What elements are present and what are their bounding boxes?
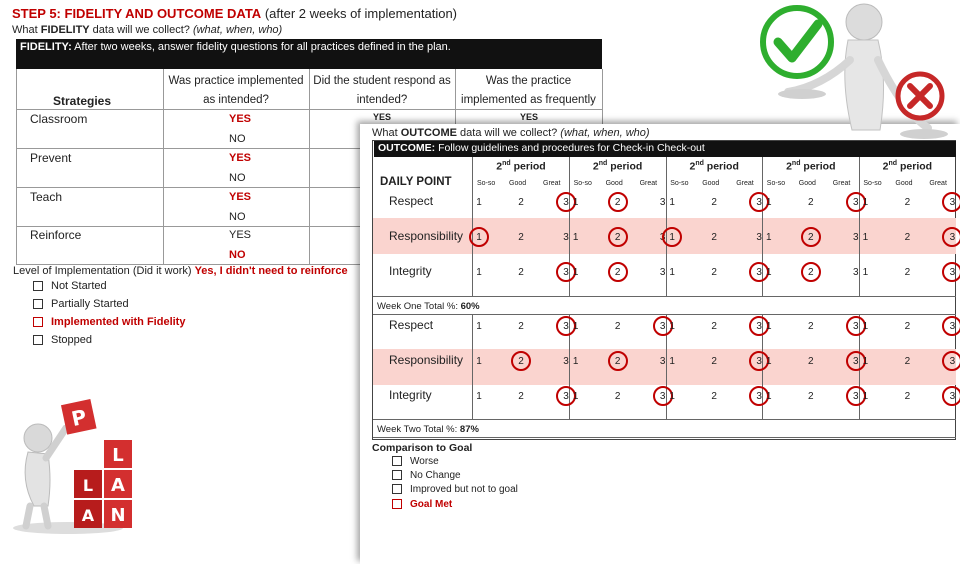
score-3[interactable]: 3 xyxy=(949,356,956,367)
score-3[interactable]: 3 xyxy=(756,267,762,278)
option-label: Partially Started xyxy=(51,298,129,310)
score-3[interactable]: 3 xyxy=(756,232,762,243)
scale-label-so-so: So-so xyxy=(670,180,689,187)
scale-label-great: Great xyxy=(832,180,851,187)
score-3[interactable]: 3 xyxy=(756,197,762,208)
row-label-responsibility: Responsibility xyxy=(389,353,464,367)
period-sup: nd xyxy=(695,160,704,167)
circled-score-mark xyxy=(608,227,628,247)
score-2[interactable]: 2 xyxy=(518,267,524,278)
circled-score-mark xyxy=(942,316,960,336)
score-1[interactable]: 1 xyxy=(766,232,772,243)
col2-line2: intended? xyxy=(356,94,408,106)
period-word: period xyxy=(897,160,933,173)
score-2[interactable]: 2 xyxy=(614,232,621,243)
teach-yes: YES xyxy=(229,191,252,203)
scale-label-great: Great xyxy=(639,180,658,187)
scale-label-good: Good xyxy=(509,180,527,187)
option-label: Not Started xyxy=(51,280,107,292)
score-3[interactable]: 3 xyxy=(563,356,569,367)
cmp-goal-met[interactable] xyxy=(392,499,452,510)
scale-label-great: Great xyxy=(736,180,754,187)
score-3[interactable]: 3 xyxy=(563,391,569,402)
period-num: 2 xyxy=(592,160,599,173)
period-header xyxy=(666,160,762,173)
grid-hline xyxy=(373,296,956,297)
scale-label-so-so: So-so xyxy=(477,180,496,187)
strategy-reinforce: Reinforce xyxy=(30,228,82,242)
period-header xyxy=(763,160,859,173)
col1-line2: as intended? xyxy=(203,94,269,106)
svg-text:N: N xyxy=(110,505,126,526)
score-1[interactable]: 1 xyxy=(476,197,482,208)
prevent-no: NO xyxy=(229,172,246,184)
period-sup: nd xyxy=(791,160,801,167)
score-1[interactable]: 1 xyxy=(862,232,869,243)
week-one-total xyxy=(377,301,480,312)
circled-score-mark xyxy=(801,262,821,282)
score-1[interactable]: 1 xyxy=(476,267,482,278)
score-3[interactable]: 3 xyxy=(563,321,569,332)
score-3[interactable]: 3 xyxy=(949,391,956,402)
score-2[interactable]: 2 xyxy=(711,267,717,278)
circled-score-mark xyxy=(608,351,628,371)
checkbox-icon xyxy=(392,499,402,509)
period-sup: nd xyxy=(502,160,511,167)
col3-line1: Was the practice xyxy=(485,75,572,87)
score-1[interactable]: 1 xyxy=(862,267,869,278)
score-3[interactable]: 3 xyxy=(949,197,956,208)
grid-hline xyxy=(373,437,956,438)
period-num: 2 xyxy=(882,160,889,173)
score-3[interactable]: 3 xyxy=(756,391,762,402)
period-num: 2 xyxy=(786,160,792,173)
score-3[interactable]: 3 xyxy=(563,232,569,243)
oq-suffix: data will we collect? xyxy=(456,127,561,139)
reinforce-no: NO xyxy=(229,249,246,261)
outcome-bar-label: OUTCOME: xyxy=(378,142,436,154)
score-1[interactable]: 1 xyxy=(766,197,772,208)
checkbox-icon xyxy=(392,456,402,466)
score-3[interactable]: 3 xyxy=(853,197,859,208)
grid-vline xyxy=(472,314,473,419)
score-2[interactable]: 2 xyxy=(711,232,717,243)
row-label-integrity: Integrity xyxy=(389,388,432,402)
step-note: (after 2 weeks of implementation) xyxy=(264,6,458,21)
fq-italic: (what, when, who) xyxy=(192,24,283,36)
scale-label-good: Good xyxy=(605,180,623,187)
reinforce-yes: YES xyxy=(229,229,252,241)
circled-score-mark xyxy=(608,192,628,212)
prevent-yes: YES xyxy=(229,152,252,164)
checkbox-icon xyxy=(392,484,402,494)
score-2[interactable]: 2 xyxy=(614,197,621,208)
classroom-yes: YES xyxy=(229,113,252,125)
option-label: Stopped xyxy=(51,334,92,346)
score-2[interactable]: 2 xyxy=(711,197,717,208)
score-3[interactable]: 3 xyxy=(853,356,859,367)
score-3[interactable]: 3 xyxy=(949,321,956,332)
outcome-bar-text: Follow guidelines and procedures for Check-in Check-out xyxy=(435,142,705,154)
checkbox-icon xyxy=(33,281,43,291)
daily-point-label: DAILY POINT xyxy=(380,176,452,188)
circled-score-mark xyxy=(942,386,960,406)
score-2[interactable]: 2 xyxy=(711,391,717,402)
scale-label-good: Good xyxy=(798,180,816,187)
week-two-total-label: Week Two Total %: xyxy=(377,424,458,435)
col-responded-header xyxy=(309,72,455,110)
classroom-no: NO xyxy=(229,133,246,145)
checkbox-icon xyxy=(33,335,43,345)
cmp-label: No Change xyxy=(410,470,461,481)
checkbox-icon xyxy=(33,317,43,327)
week-two-total xyxy=(377,424,479,435)
score-1[interactable]: 1 xyxy=(669,321,675,332)
period-num: 2 xyxy=(496,160,503,173)
score-1[interactable]: 1 xyxy=(572,267,579,278)
option-stopped[interactable] xyxy=(33,334,92,346)
score-1[interactable]: 1 xyxy=(766,321,772,332)
score-3[interactable]: 3 xyxy=(949,232,956,243)
score-3[interactable]: 3 xyxy=(756,321,762,332)
scale-label-great: Great xyxy=(543,180,561,187)
circled-score-mark xyxy=(942,227,960,247)
period-header xyxy=(859,160,955,173)
score-1[interactable]: 1 xyxy=(572,197,579,208)
score-1[interactable]: 1 xyxy=(862,321,869,332)
grid-vline xyxy=(472,157,473,296)
row-label-respect: Respect xyxy=(389,194,434,208)
score-3[interactable]: 3 xyxy=(563,197,569,208)
fq-suffix: data will we collect? xyxy=(89,24,193,36)
score-1[interactable]: 1 xyxy=(669,267,675,278)
fq-prefix: What xyxy=(12,24,41,36)
score-3[interactable]: 3 xyxy=(659,197,666,208)
comparison-title: Comparison to Goal xyxy=(372,442,473,454)
score-3[interactable]: 3 xyxy=(659,321,666,332)
level-label: Level of Implementation (Did it work) xyxy=(13,265,192,277)
step-title-text: STEP 5: FIDELITY AND OUTCOME DATA xyxy=(12,6,262,21)
strategy-prevent: Prevent xyxy=(30,151,72,165)
cmp-label: Goal Met xyxy=(410,499,453,510)
checkbox-icon xyxy=(392,470,402,480)
score-1[interactable]: 1 xyxy=(476,321,482,332)
svg-text:L: L xyxy=(112,445,124,466)
fidelity-bar-label: FIDELITY: xyxy=(20,41,72,53)
score-1[interactable]: 1 xyxy=(476,391,482,402)
cmp-label: Worse xyxy=(410,456,439,467)
fidelity-question xyxy=(12,24,282,36)
col1-line1: Was practice implemented xyxy=(168,75,304,87)
option-not-started[interactable] xyxy=(33,280,107,292)
score-1[interactable]: 1 xyxy=(862,356,869,367)
score-2[interactable]: 2 xyxy=(518,321,524,332)
oq-italic: (what, when, who) xyxy=(560,127,650,139)
check-x-figure-icon xyxy=(752,0,960,150)
row-label-responsibility: Responsibility xyxy=(389,229,464,243)
score-1[interactable]: 1 xyxy=(476,356,482,367)
score-3[interactable]: 3 xyxy=(659,232,666,243)
score-2[interactable]: 2 xyxy=(904,232,911,243)
score-3[interactable]: 3 xyxy=(659,356,666,367)
cmp-improved[interactable] xyxy=(392,484,518,495)
score-2[interactable]: 2 xyxy=(808,267,814,278)
week-two-total-value: 87% xyxy=(459,424,479,435)
score-1[interactable]: 1 xyxy=(766,391,772,402)
peek-col3-yes: YES xyxy=(520,112,539,122)
score-2[interactable]: 2 xyxy=(614,321,621,332)
oq-bold: OUTCOME xyxy=(400,127,457,139)
grid-hline xyxy=(373,419,956,420)
grid-hline xyxy=(373,314,956,315)
circled-score-mark xyxy=(469,227,489,247)
svg-text:P: P xyxy=(69,404,89,432)
scale-label-good: Good xyxy=(702,180,720,187)
circled-score-mark xyxy=(942,351,960,371)
option-partially-started[interactable] xyxy=(33,298,129,310)
score-3[interactable]: 3 xyxy=(756,356,762,367)
score-3[interactable]: 3 xyxy=(853,267,859,278)
score-2[interactable]: 2 xyxy=(904,197,911,208)
score-2[interactable]: 2 xyxy=(808,232,814,243)
score-3[interactable]: 3 xyxy=(659,391,666,402)
option-label: Implemented with Fidelity xyxy=(51,316,186,328)
score-2[interactable]: 2 xyxy=(518,356,524,367)
score-2[interactable]: 2 xyxy=(518,232,524,243)
circled-score-mark xyxy=(801,227,821,247)
score-3[interactable]: 3 xyxy=(659,267,666,278)
col-strategies: Strategies xyxy=(53,94,112,108)
period-num: 2 xyxy=(689,160,696,173)
peek-col2-yes: YES xyxy=(373,112,392,122)
outcome-question xyxy=(372,127,650,139)
teach-no: NO xyxy=(229,211,246,223)
period-word: period xyxy=(607,160,643,173)
scale-label-good: Good xyxy=(895,180,913,187)
score-1[interactable]: 1 xyxy=(766,267,772,278)
week-one-total-value: 60% xyxy=(460,301,480,312)
score-2[interactable]: 2 xyxy=(904,321,911,332)
scale-label-so-so: So-so xyxy=(766,180,786,187)
circled-score-mark xyxy=(942,192,960,212)
plan-figure-icon xyxy=(8,388,138,536)
col2-line1: Did the student respond as xyxy=(313,75,451,87)
strategy-teach: Teach xyxy=(30,190,63,204)
circled-score-mark xyxy=(511,351,531,371)
score-1[interactable]: 1 xyxy=(669,232,675,243)
svg-text:L: L xyxy=(82,476,94,495)
score-3[interactable]: 3 xyxy=(853,321,859,332)
cmp-label: Improved but not to goal xyxy=(410,484,518,495)
score-3[interactable]: 3 xyxy=(853,391,859,402)
row-label-respect: Respect xyxy=(389,318,434,332)
circled-score-mark xyxy=(942,262,960,282)
level-of-implementation xyxy=(13,265,348,277)
period-sup: nd xyxy=(598,160,608,167)
score-2[interactable]: 2 xyxy=(808,197,814,208)
score-2[interactable]: 2 xyxy=(808,391,814,402)
row-label-integrity: Integrity xyxy=(389,264,432,278)
period-word: period xyxy=(703,160,739,173)
option-implemented-with-fidelity[interactable] xyxy=(33,316,185,328)
score-2[interactable]: 2 xyxy=(808,321,814,332)
score-1[interactable]: 1 xyxy=(572,232,579,243)
score-3[interactable]: 3 xyxy=(949,267,956,278)
period-header xyxy=(473,160,569,173)
score-2[interactable]: 2 xyxy=(614,267,621,278)
week-one-total-label: Week One Total %: xyxy=(377,301,458,312)
score-2[interactable]: 2 xyxy=(614,356,621,367)
scale-label-great: Great xyxy=(929,180,947,187)
svg-text:A: A xyxy=(81,506,95,525)
step-title xyxy=(12,6,457,21)
fidelity-bar-text: After two weeks, answer fidelity questions for all practices defined in the plan. xyxy=(71,41,451,53)
score-2[interactable]: 2 xyxy=(904,267,911,278)
score-2[interactable]: 2 xyxy=(518,197,524,208)
period-header xyxy=(570,160,666,173)
fidelity-bar xyxy=(16,39,602,69)
checkbox-icon xyxy=(33,299,43,309)
score-3[interactable]: 3 xyxy=(853,232,859,243)
score-1[interactable]: 1 xyxy=(669,391,675,402)
col-implemented-header xyxy=(163,72,309,110)
cmp-worse[interactable] xyxy=(392,456,439,467)
score-2[interactable]: 2 xyxy=(904,356,911,367)
scale-label-so-so: So-so xyxy=(863,180,882,187)
score-1[interactable]: 1 xyxy=(669,356,675,367)
cmp-no-change[interactable] xyxy=(392,470,461,481)
score-1[interactable]: 1 xyxy=(766,356,772,367)
period-word: period xyxy=(510,160,546,173)
score-2[interactable]: 2 xyxy=(711,356,717,367)
score-1[interactable]: 1 xyxy=(476,232,482,243)
period-sup: nd xyxy=(888,160,898,167)
level-answer: Yes, I didn't need to reinforce xyxy=(194,265,348,277)
oq-prefix: What xyxy=(372,127,401,139)
score-1[interactable]: 1 xyxy=(862,391,869,402)
fq-bold: FIDELITY xyxy=(40,24,90,36)
strategy-classroom: Classroom xyxy=(30,112,88,126)
score-1[interactable]: 1 xyxy=(572,391,579,402)
score-2[interactable]: 2 xyxy=(614,391,621,402)
score-1[interactable]: 1 xyxy=(572,356,579,367)
score-1[interactable]: 1 xyxy=(862,197,869,208)
svg-text:A: A xyxy=(111,475,125,496)
score-2[interactable]: 2 xyxy=(518,391,524,402)
score-1[interactable]: 1 xyxy=(572,321,579,332)
score-2[interactable]: 2 xyxy=(904,391,911,402)
period-word: period xyxy=(800,160,836,173)
col3-line2: implemented as frequently xyxy=(461,94,596,106)
circled-score-mark xyxy=(608,262,628,282)
score-2[interactable]: 2 xyxy=(711,321,717,332)
scale-label-so-so: So-so xyxy=(573,180,592,187)
col-frequency-header xyxy=(455,72,602,110)
score-2[interactable]: 2 xyxy=(808,356,814,367)
score-1[interactable]: 1 xyxy=(669,197,675,208)
score-3[interactable]: 3 xyxy=(563,267,569,278)
